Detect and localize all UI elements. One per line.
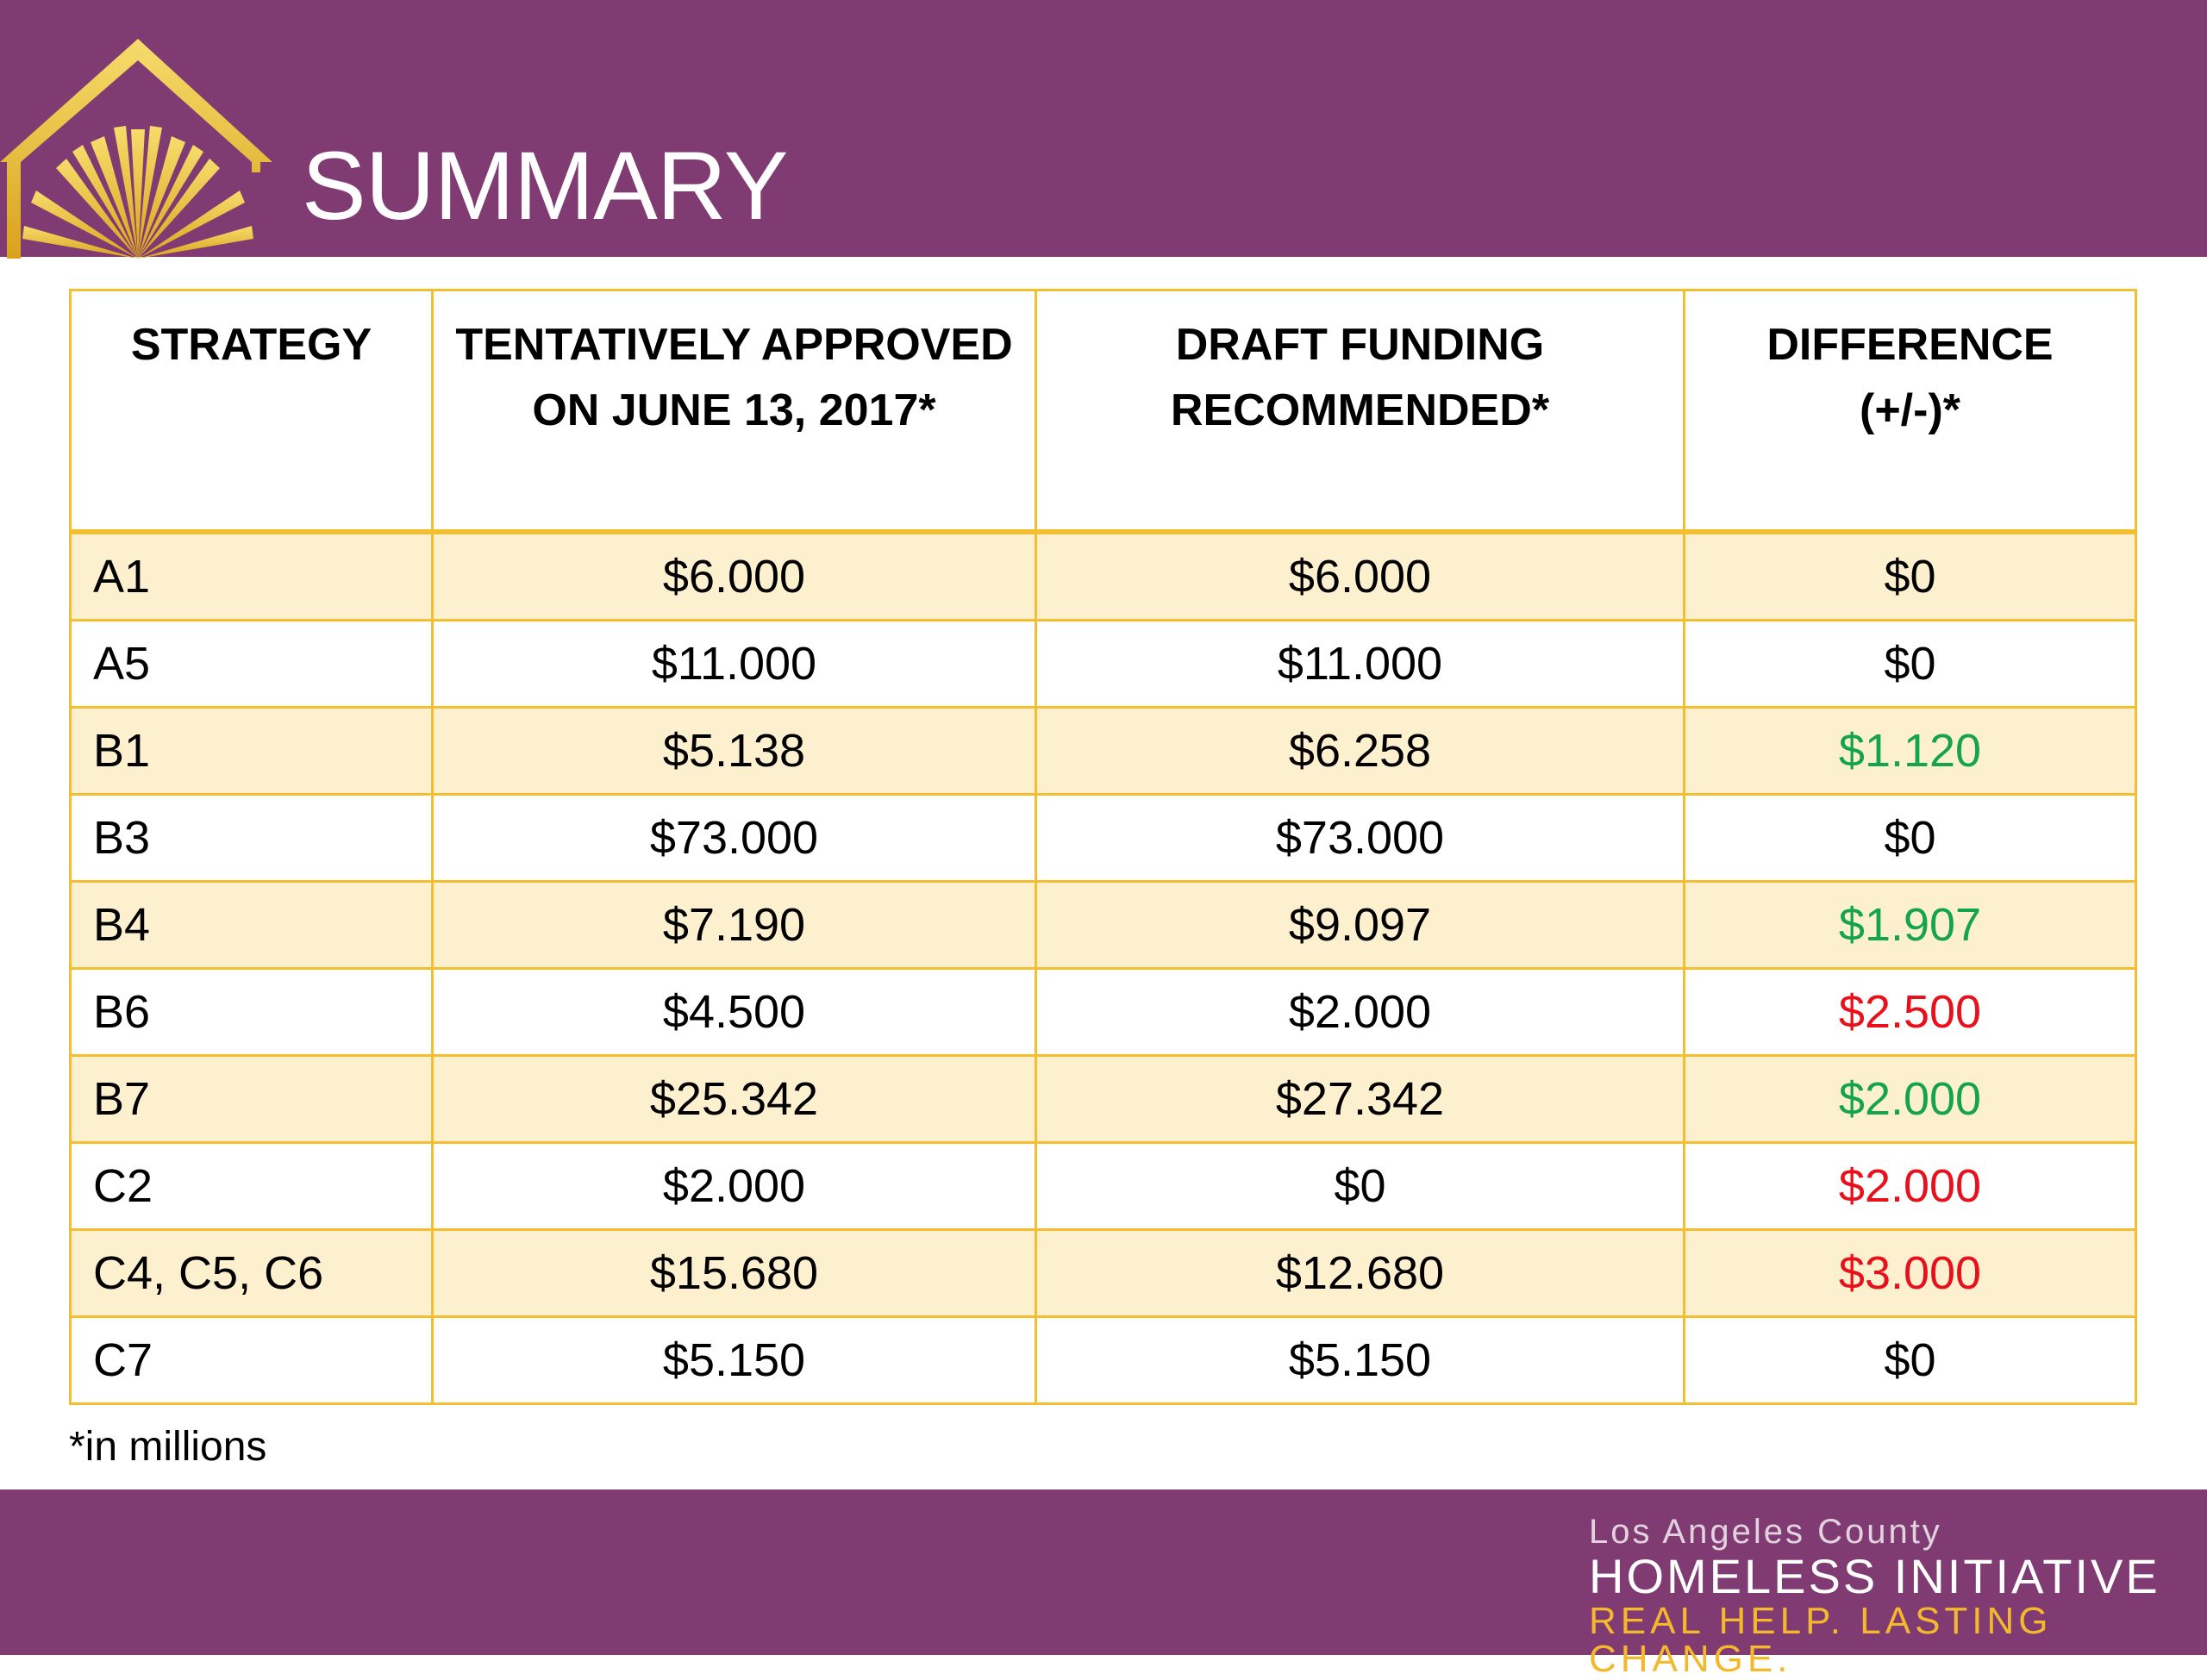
approved-cell: $73.000 xyxy=(433,795,1036,882)
draft-cell: $73.000 xyxy=(1036,795,1685,882)
table-row xyxy=(71,1317,2136,1404)
approved-cell: $2.000 xyxy=(433,1143,1036,1230)
approved-cell: $7.190 xyxy=(433,882,1036,969)
strategy-cell: B1 xyxy=(71,708,433,795)
draft-cell: $5.150 xyxy=(1036,1317,1685,1404)
house-sunburst-logo-icon xyxy=(0,34,276,259)
approved-cell: $11.000 xyxy=(433,621,1036,708)
approved-cell: $4.500 xyxy=(433,969,1036,1056)
difference-cell: $3.000 xyxy=(1685,1230,2136,1317)
draft-cell: $6.000 xyxy=(1036,532,1685,621)
table-body xyxy=(71,532,2136,1404)
difference-cell: $0 xyxy=(1685,795,2136,882)
strategy-cell: B6 xyxy=(71,969,433,1056)
funding-summary-table xyxy=(69,289,2137,1405)
strategy-cell: C4, C5, C6 xyxy=(71,1230,433,1317)
table-row xyxy=(71,1230,2136,1317)
strategy-cell: B3 xyxy=(71,795,433,882)
table-row xyxy=(71,1056,2136,1143)
header-strategy: STRATEGY xyxy=(71,290,433,533)
draft-cell: $6.258 xyxy=(1036,708,1685,795)
strategy-cell: A1 xyxy=(71,532,433,621)
approved-cell: $15.680 xyxy=(433,1230,1036,1317)
strategy-cell: B4 xyxy=(71,882,433,969)
header-tentatively-approved: TENTATIVELY APPROVED ON JUNE 13, 2017* xyxy=(433,290,1036,533)
table-header-row xyxy=(71,290,2136,533)
approved-cell: $6.000 xyxy=(433,532,1036,621)
table-row xyxy=(71,1143,2136,1230)
brand-initiative: HOMELESS INITIATIVE xyxy=(1589,1549,2160,1603)
header-difference: DIFFERENCE (+/-)* xyxy=(1685,290,2136,533)
brand-tagline: REAL HELP. LASTING CHANGE. xyxy=(1589,1600,2053,1680)
difference-cell: $2.500 xyxy=(1685,969,2136,1056)
table-row xyxy=(71,795,2136,882)
header-bar xyxy=(0,0,2207,257)
table-row xyxy=(71,532,2136,621)
difference-cell: $2.000 xyxy=(1685,1143,2136,1230)
approved-cell: $5.138 xyxy=(433,708,1036,795)
approved-cell: $25.342 xyxy=(433,1056,1036,1143)
table-row xyxy=(71,882,2136,969)
difference-cell: $0 xyxy=(1685,532,2136,621)
approved-cell: $5.150 xyxy=(433,1317,1036,1404)
strategy-cell: A5 xyxy=(71,621,433,708)
difference-cell: $1.907 xyxy=(1685,882,2136,969)
brand-block xyxy=(1589,1514,2207,1678)
table-row xyxy=(71,969,2136,1056)
draft-cell: $2.000 xyxy=(1036,969,1685,1056)
difference-cell: $2.000 xyxy=(1685,1056,2136,1143)
table-row xyxy=(71,708,2136,795)
draft-cell: $0 xyxy=(1036,1143,1685,1230)
brand-county: Los Angeles County xyxy=(1589,1513,1942,1551)
strategy-cell: C2 xyxy=(71,1143,433,1230)
header-draft-funding: DRAFT FUNDING RECOMMENDED* xyxy=(1036,290,1685,533)
difference-cell: $1.120 xyxy=(1685,708,2136,795)
table-row xyxy=(71,621,2136,708)
strategy-cell: B7 xyxy=(71,1056,433,1143)
draft-cell: $9.097 xyxy=(1036,882,1685,969)
draft-cell: $27.342 xyxy=(1036,1056,1685,1143)
difference-cell: $0 xyxy=(1685,1317,2136,1404)
strategy-cell: C7 xyxy=(71,1317,433,1404)
difference-cell: $0 xyxy=(1685,621,2136,708)
footnote: *in millions xyxy=(69,1424,267,1470)
slide-title: SUMMARY xyxy=(302,132,788,240)
draft-cell: $11.000 xyxy=(1036,621,1685,708)
draft-cell: $12.680 xyxy=(1036,1230,1685,1317)
